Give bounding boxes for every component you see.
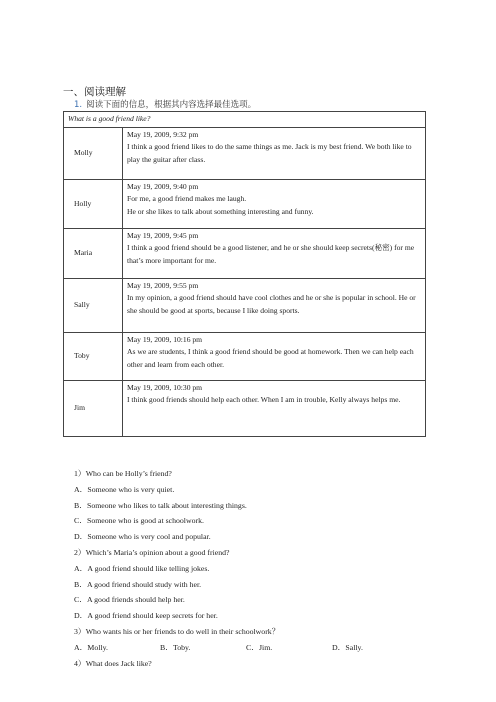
question-stem: 3）Who wants his or her friends to do well in their schoolwork？ <box>74 626 280 636</box>
inline-options <box>74 640 434 656</box>
table-heading-row <box>64 112 426 128</box>
post-time: May 19, 2009, 10:16 pm <box>127 335 203 344</box>
post-text: I think a good friend likes to do the same things as me. Jack is my best friend. We both like to play the guitar after class. <box>127 142 412 164</box>
question-stem: 2）Which’s Maria’s opinion about a good friend? <box>74 547 230 557</box>
answer-option[interactable]: B．Toby. <box>160 642 191 652</box>
post-time: May 19, 2009, 9:32 pm <box>127 130 199 139</box>
answer-option[interactable]: D．Sally. <box>332 642 363 652</box>
answer-option[interactable]: C．Someone who is good at schoolwork. <box>74 516 204 526</box>
post-body <box>123 180 426 229</box>
question-stem: 4）What does Jack like? <box>74 658 152 668</box>
question-stem: 1）Who can be Holly’s friend? <box>74 469 172 478</box>
post-time: May 19, 2009, 9:55 pm <box>127 281 199 290</box>
poster-name: Holly <box>64 180 123 229</box>
poster-name: Jim <box>64 381 123 437</box>
poster-name: Sally <box>64 279 123 333</box>
table-row <box>64 333 426 381</box>
question-intro <box>74 98 256 110</box>
post-time: May 19, 2009, 10:30 pm <box>127 383 203 392</box>
post-time: May 19, 2009, 9:40 pm <box>127 182 199 191</box>
answer-option[interactable]: A．Someone who is very quiet. <box>74 484 175 494</box>
poster-name: Maria <box>64 229 123 279</box>
answer-option[interactable]: D．A good friend should keep secrets for her. <box>74 611 218 621</box>
table-heading: What is a good friend like? <box>64 112 426 128</box>
table-row <box>64 128 426 180</box>
answer-option[interactable]: C．A good friends should help her. <box>74 595 185 605</box>
question-number: 1. <box>74 100 83 110</box>
poster-name: Molly <box>64 128 123 180</box>
post-body <box>123 381 426 437</box>
poster-name: Toby <box>64 333 123 381</box>
question-list <box>74 466 434 671</box>
answer-option[interactable]: B．A good friend should study with her. <box>74 579 202 589</box>
answer-option[interactable]: A．Molly. <box>74 642 108 652</box>
post-body <box>123 279 426 333</box>
answer-option[interactable]: C．Jim. <box>246 642 273 652</box>
table-row <box>64 381 426 437</box>
answer-option[interactable]: A．A good friend should like telling jokes. <box>74 563 210 573</box>
post-text: In my opinion, a good friend should have cool clothes and he or she is popular in school. He or she should be good at sports, because I like doing sports. <box>127 293 416 315</box>
post-text: I think a good friend should be a good listener, and he or she should keep secrets(秘密) for me that’s more important for me. <box>127 243 415 265</box>
post-body <box>123 128 426 180</box>
table-row <box>64 229 426 279</box>
post-text: As we are students, I think a good friend should be good at homework. Then we can help each other and learn from each other. <box>127 347 414 369</box>
question-intro-text: 阅读下面的信息，根据其内容选择最佳选项。 <box>86 100 257 110</box>
answer-option[interactable]: D．Someone who is very cool and popular. <box>74 532 211 542</box>
post-body <box>123 333 426 381</box>
post-text: I think good friends should help each other. When I am in trouble, Kelly always helps me. <box>127 395 401 405</box>
table-row <box>64 279 426 333</box>
post-body <box>123 229 426 279</box>
forum-posts-table <box>63 111 426 437</box>
table-row <box>64 180 426 229</box>
section-title: 一、阅读理解 <box>63 86 126 98</box>
post-time: May 19, 2009, 9:45 pm <box>127 231 199 240</box>
answer-option[interactable]: B．Someone who likes to talk about interesting things. <box>74 500 247 510</box>
post-text: For me, a good friend makes me laugh. He or she likes to talk about something interesting and funny. <box>127 194 314 216</box>
